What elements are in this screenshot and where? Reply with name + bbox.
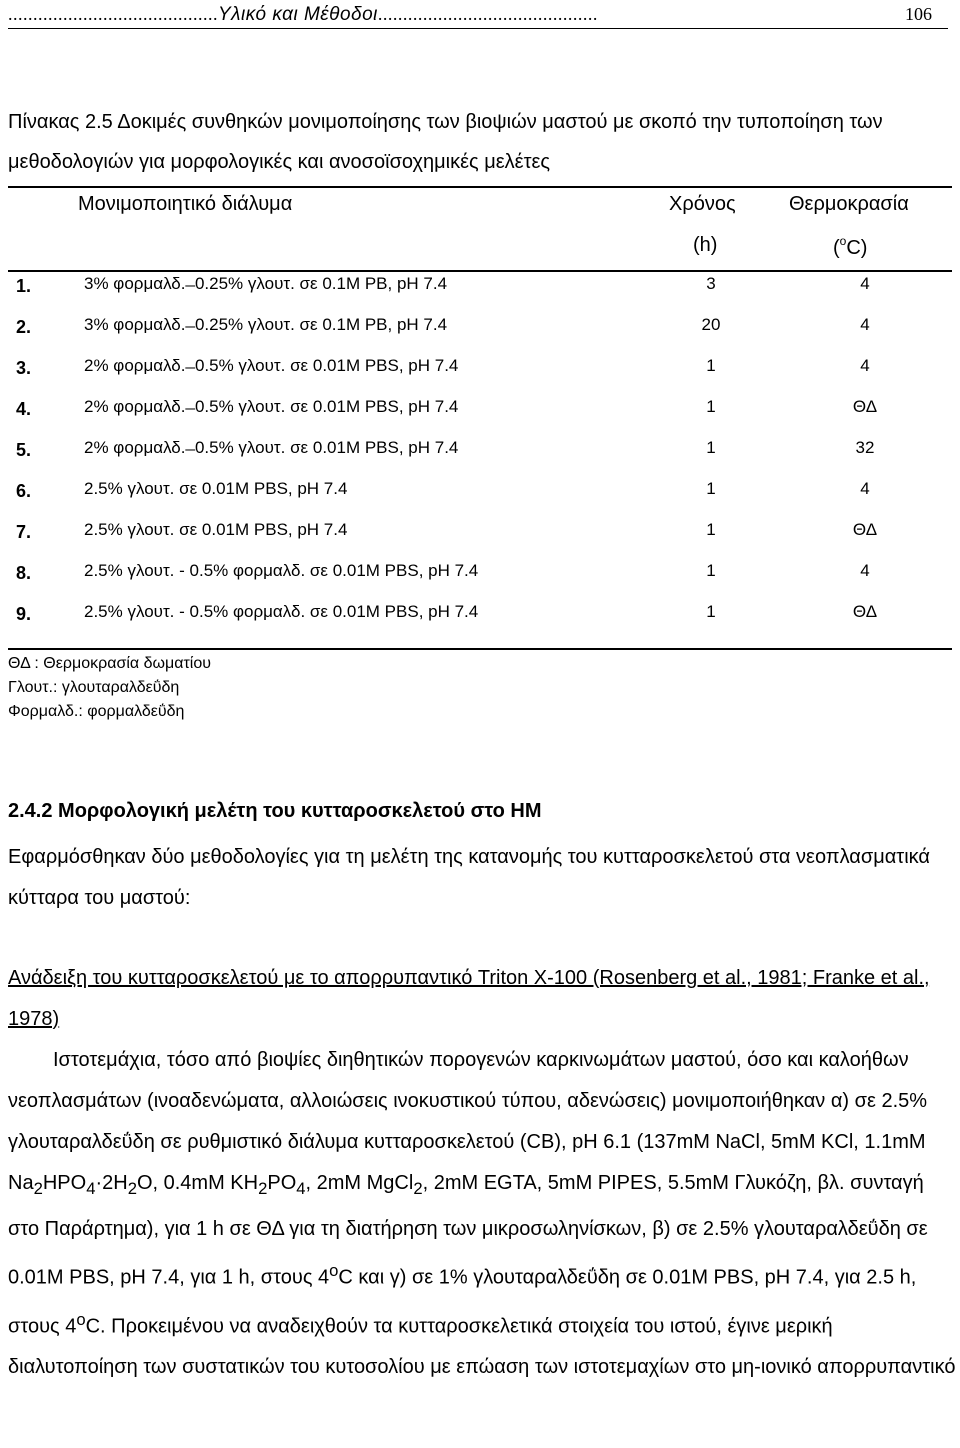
table-caption-label: Πίνακας 2.5	[8, 111, 113, 133]
chapter-title: Υλικό και Μέθοδοι	[218, 4, 378, 25]
row-number: 3.	[16, 358, 32, 378]
table-row	[8, 354, 952, 395]
row-number: 1.	[16, 276, 32, 296]
table-row	[8, 518, 952, 559]
table-row	[8, 272, 952, 313]
legend-item: Φορμαλδ.: φορμαλδεΰδη	[8, 703, 185, 720]
row-solution: 3% φορμαλδ. ̶ 0.25% γλουτ. σε 0.1M PB, pH 7.4	[84, 274, 448, 293]
table-row	[8, 395, 952, 436]
row-number: 6.	[16, 481, 32, 501]
row-solution: 2.5% γλουτ. σε 0.01M PBS, pH 7.4	[84, 520, 348, 539]
row-temperature: ΘΔ	[852, 602, 878, 621]
row-number: 5.	[16, 440, 32, 460]
row-number: 4.	[16, 399, 32, 419]
row-solution: 2% φορμαλδ. ̶ 0.5% γλουτ. σε 0.01M PBS, pH 7.4	[84, 397, 459, 416]
table-row	[8, 559, 952, 600]
row-temperature: 4	[860, 356, 870, 375]
table-legend	[8, 652, 211, 724]
legend-item: Γλουτ.: γλουταραλδεΰδη	[8, 679, 180, 696]
row-time: 20	[701, 315, 721, 334]
row-temperature: 32	[855, 438, 875, 457]
row-time: 1	[706, 479, 716, 498]
column-header-temperature-unit: ($^o$C)	[833, 234, 868, 259]
column-header-time-unit: (h)	[693, 234, 718, 256]
table-caption-text: Δοκιμές συνθηκών μονιμοποίησης των βιοψιών μαστού με σκοπό την τυποποίηση των μεθοδολογιών για μορφολογικές και ανοσοϊσοχημικές μελέτες	[8, 111, 883, 173]
row-temperature: 4	[860, 561, 870, 580]
row-time: 1	[706, 438, 716, 457]
row-time: 1	[706, 356, 716, 375]
row-solution: 3% φορμαλδ. ̶ 0.25% γλουτ. σε 0.1M PB, pH 7.4	[84, 315, 448, 334]
section-heading: 2.4.2 Μορφολογική μελέτη του κυτταροσκελετού στο ΗΜ	[8, 800, 542, 822]
table-bottom-rule	[8, 648, 952, 650]
row-solution: 2% φορμαλδ. ̶ 0.5% γλουτ. σε 0.01M PBS, pH 7.4	[84, 438, 459, 457]
row-time: 1	[706, 520, 716, 539]
row-temperature: 4	[860, 479, 870, 498]
page-number: 106	[905, 4, 932, 24]
method-paragraph: Ιστοτεμάχια, τόσο από βιοψίες διηθητικών πορογενών καρκινωμάτων μαστού, όσο και καλοήθων νεοπλασμάτων (ινοαδενώματα, αλλοιώσεις ινοκυστικού τύπου, αδενώσεις) μονιμοποιήθηκαν α) σε 2.5% γλουταραλδεΰδη σε ρυθμιστικό διάλυμα κυτταροσκελετού (CB), pH 6.1 (137mM NaCl, 5mM KCl, 1.1mM $Na_2HPO_4\cdot 2H_2O$, 0.4mM $KH_2PO_4$, 2mM MgCl$_2$, 2mM EGTA, 5mM PIPES, 5.5mM Γλυκόζη, βλ. συνταγή στο Παράρτημα), για 1 h σε ΘΔ για τη διατήρηση των μικροσωληνίσκων, β) σε 2.5% γλουταραλδεΰδη σε 0.01M PBS, pH 7.4, για 1 h, στους 4$^o$C και γ) σε 1% γλουταραλδεΰδη σε 0.01M PBS, pH 7.4, για 2.5 h, στους 4$^o$C. Προκειμένου να αναδειχθούν τα κυτταροσκελετικά στοιχεία του ιστού, έγινε μερική διαλυτοποίηση των συστατικών του κυτοσολίου με επώαση των ιστοτεμαχίων στο μη-ιονικό απορρυπαντικό	[8, 1049, 956, 1379]
row-solution: 2.5% γλουτ. σε 0.01M PBS, pH 7.4	[84, 479, 348, 498]
table-caption	[8, 102, 953, 182]
column-header-solution: Μονιμοποιητικό διάλυμα	[78, 193, 293, 215]
table-row	[8, 600, 952, 641]
row-time: 1	[706, 397, 716, 416]
row-temperature: 4	[860, 315, 870, 334]
legend-item: ΘΔ : Θερμοκρασία δωματίου	[8, 655, 211, 672]
column-header-temperature: Θερμοκρασία	[789, 193, 909, 215]
table-row	[8, 313, 952, 354]
row-solution: 2% φορμαλδ. ̶ 0.5% γλουτ. σε 0.01M PBS, pH 7.4	[84, 356, 459, 375]
row-number: 8.	[16, 563, 32, 583]
row-solution: 2.5% γλουτ. - 0.5% φορμαλδ. σε 0.01M PBS, pH 7.4	[84, 602, 479, 621]
row-temperature: ΘΔ	[852, 397, 878, 416]
column-header-time: Χρόνος	[669, 193, 736, 215]
row-time: 3	[706, 274, 716, 293]
row-time: 1	[706, 561, 716, 580]
row-temperature: ΘΔ	[852, 520, 878, 539]
table-row	[8, 477, 952, 518]
header-title: ..........................................Υλικό και Μέθοδοι............................................	[8, 4, 598, 25]
running-header	[8, 2, 948, 29]
row-solution: 2.5% γλουτ. - 0.5% φορμαλδ. σε 0.01M PBS, pH 7.4	[84, 561, 479, 580]
table-row	[8, 436, 952, 477]
intro-paragraph: Εφαρμόσθηκαν δύο μεθοδολογίες για τη μελέτη της κατανομής του κυτταροσκελετού στα νεοπλασματικά κύτταρα του μαστού:	[8, 846, 930, 909]
row-number: 9.	[16, 604, 32, 624]
method-subheading: Ανάδειξη του κυτταροσκελετού με το απορρυπαντικό Triton X-100 (Rosenberg et al., 1981; Franke et al., 1978)	[8, 967, 930, 1030]
row-temperature: 4	[860, 274, 870, 293]
table-top-rule	[8, 186, 952, 188]
row-number: 7.	[16, 522, 32, 542]
row-time: 1	[706, 602, 716, 621]
row-number: 2.	[16, 317, 32, 337]
